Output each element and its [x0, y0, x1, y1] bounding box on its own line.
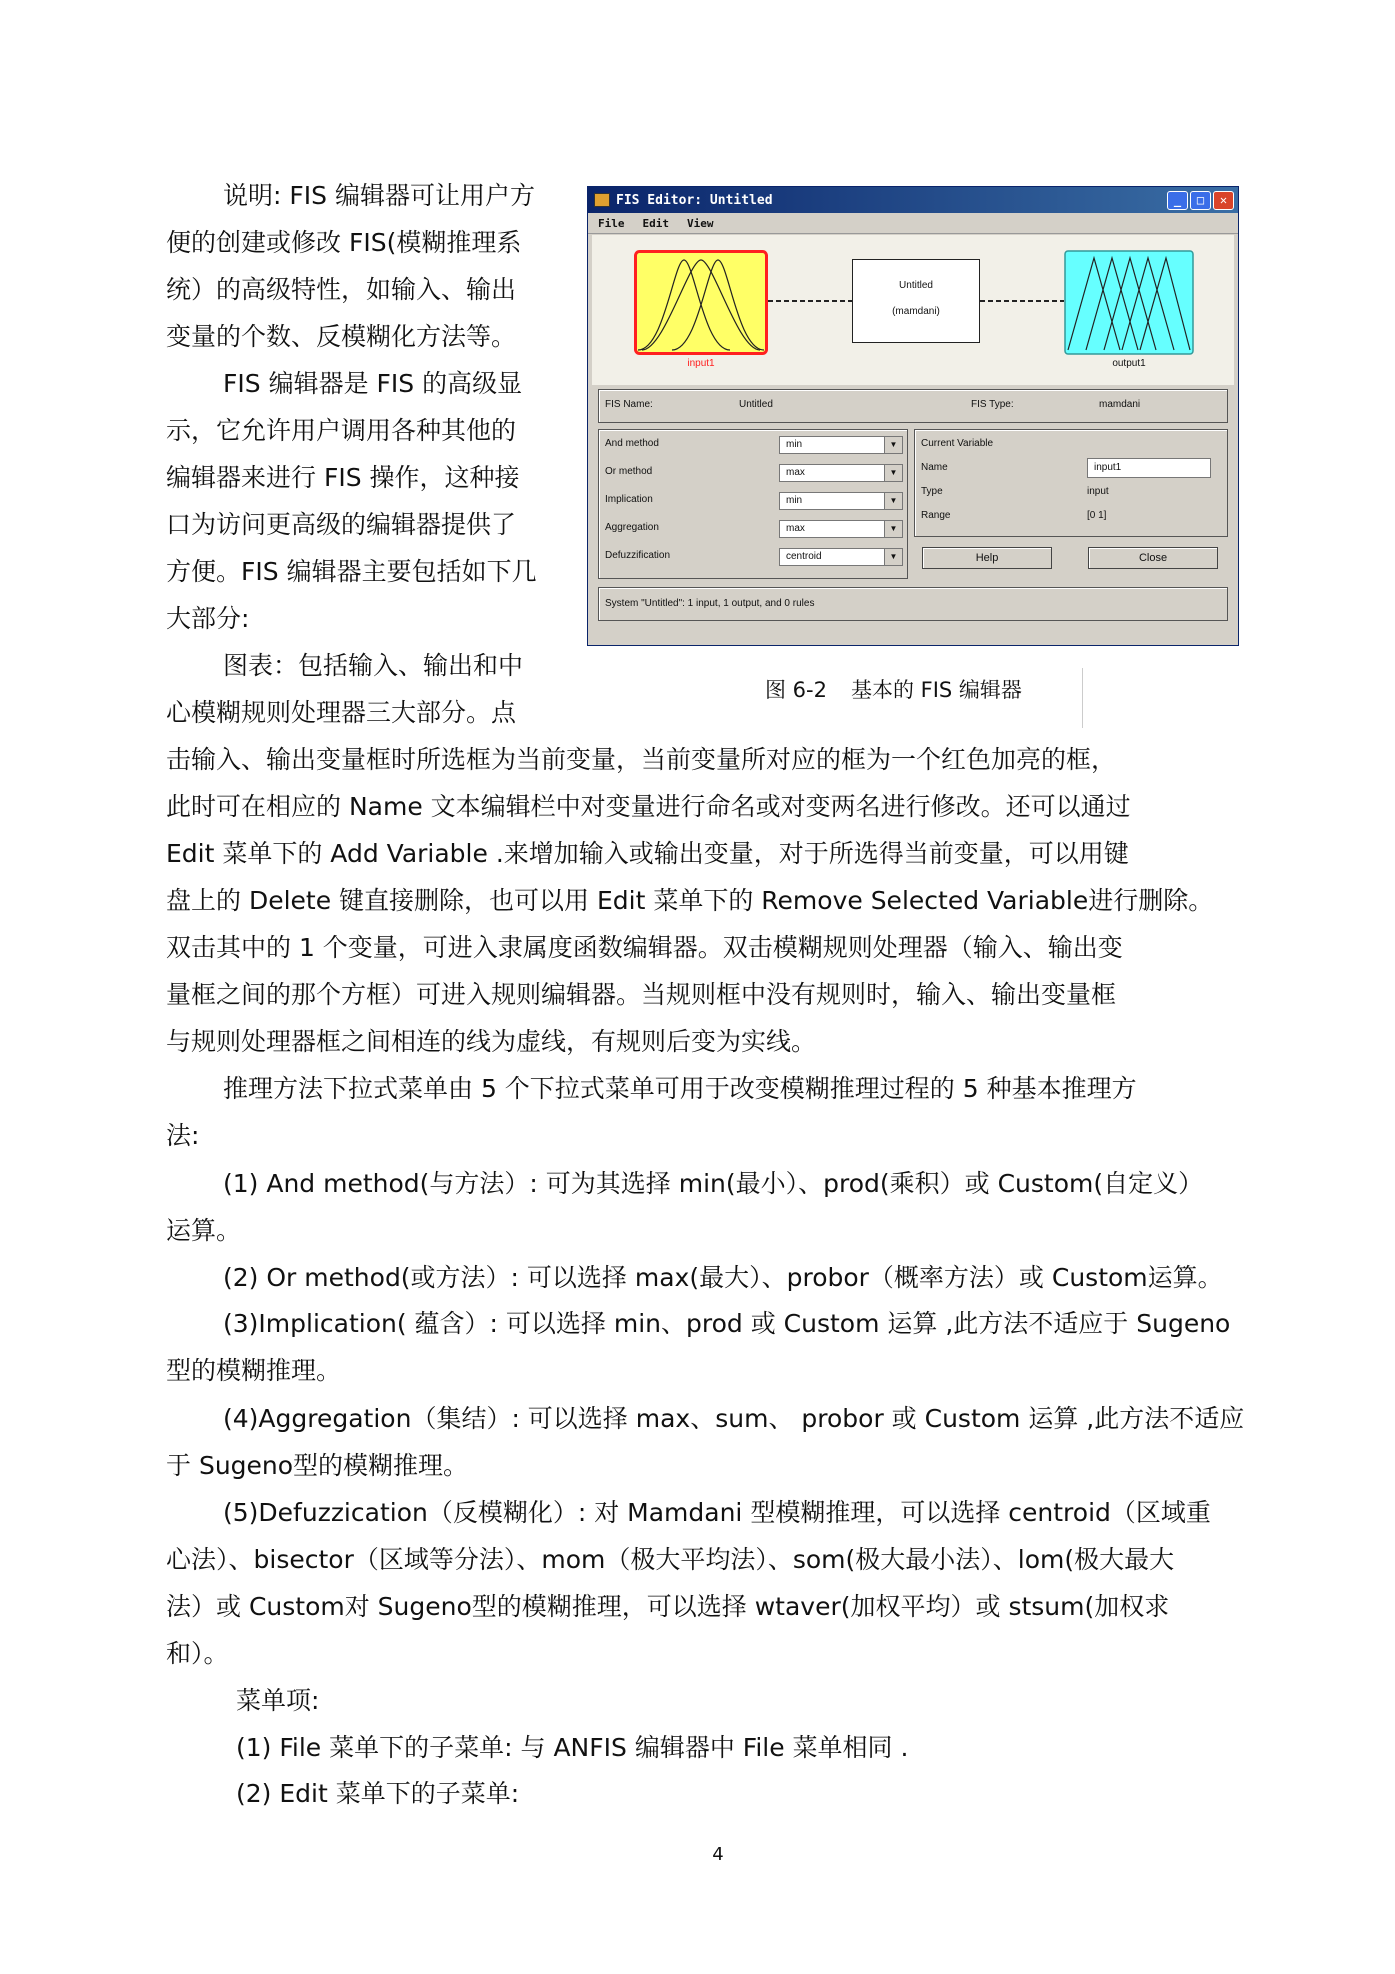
paragraph-line: FIS 编辑器是 FIS 的高级显 — [223, 369, 523, 398]
paragraph-line: 大部分: — [166, 604, 250, 633]
status-bar — [598, 587, 1228, 621]
implication-select[interactable]: min ▼ — [779, 492, 903, 510]
chevron-down-icon: ▼ — [884, 437, 902, 453]
paragraph-line: (4)Aggregation（集结）: 可以选择 max、sum、 probor 或 Custom 运算 ,此方法不适应 — [223, 1404, 1245, 1433]
paragraph-line: 与规则处理器框之间相连的线为虚线，有规则后变为实线。 — [166, 1027, 817, 1056]
paragraph-line: 量框之间的那个方框）可进入规则编辑器。当规则框中没有规则时，输入、输出变量框 — [166, 980, 1117, 1009]
or-method-select[interactable]: max ▼ — [779, 464, 903, 482]
maximize-icon[interactable]: □ — [1190, 191, 1211, 210]
methods-panel — [598, 429, 908, 579]
paragraph-line: 心法）、bisector（区域等分法）、mom（极大平均法）、som(极大最小法）、lom(极大最大 — [166, 1545, 1175, 1574]
and-method-select[interactable]: min ▼ — [779, 436, 903, 454]
paragraph-line: 于 Sugeno型的模糊推理。 — [166, 1451, 469, 1480]
defuzzification-select[interactable]: centroid ▼ — [779, 548, 903, 566]
status-text: System "Untitled": 1 input, 1 output, and 0 rules — [605, 598, 815, 609]
variable-name-input[interactable]: input1 — [1087, 458, 1211, 478]
aggregation-select[interactable]: max ▼ — [779, 520, 903, 538]
range-label: Range — [921, 510, 951, 521]
page-number: 4 — [712, 1844, 724, 1865]
connector-line — [980, 299, 1064, 303]
close-button[interactable]: Close — [1088, 547, 1218, 569]
menu-edit[interactable]: Edit — [642, 216, 669, 230]
figure-number: 图 6-2 — [765, 678, 827, 702]
chevron-down-icon: ▼ — [884, 549, 902, 565]
name-label: Name — [921, 462, 948, 473]
paragraph-line: 法: — [166, 1121, 200, 1150]
current-variable-label: Current Variable — [921, 438, 994, 449]
output-variable-box[interactable] — [1064, 250, 1194, 355]
paragraph-line: 示，它允许用户调用各种其他的 — [166, 416, 517, 445]
fis-type-value: mamdani — [1099, 399, 1141, 410]
paragraph-line: (2) Edit 菜单下的子菜单: — [236, 1779, 520, 1808]
chevron-down-icon: ▼ — [884, 521, 902, 537]
fis-diagram — [592, 235, 1234, 385]
paragraph-line: 口为访问更高级的编辑器提供了 — [166, 510, 517, 539]
type-value: input — [1087, 486, 1109, 497]
paragraph-line: 击输入、输出变量框时所选框为当前变量，当前变量所对应的框为一个红色加亮的框， — [166, 745, 1117, 774]
chevron-down-icon: ▼ — [884, 465, 902, 481]
paragraph-line: 此时可在相应的 Name 文本编辑栏中对变量进行命名或对变两名进行修改。还可以通过 — [166, 792, 1131, 821]
method-label: Defuzzification — [605, 550, 671, 561]
method-label: And method — [605, 438, 659, 449]
paragraph-line: (1) And method(与方法）: 可为其选择 min(最小）、prod(乘积）或 Custom(自定义） — [223, 1169, 1204, 1198]
paragraph-line: 运算。 — [166, 1216, 242, 1245]
paragraph-line: (1) File 菜单下的子菜单: 与 ANFIS 编辑器中 File 菜单相同 . — [236, 1733, 909, 1762]
close-icon[interactable]: ✕ — [1213, 191, 1234, 210]
paragraph-line: 推理方法下拉式菜单由 5 个下拉式菜单可用于改变模糊推理过程的 5 种基本推理方 — [223, 1074, 1137, 1103]
figure-title: 基本的 FIS 编辑器 — [850, 678, 1022, 702]
paragraph-line: 型的模糊推理。 — [166, 1356, 342, 1385]
paragraph-line: (5)Defuzzication（反模糊化）: 对 Mamdani 型模糊推理，可以选择 centroid（区域重 — [223, 1498, 1211, 1527]
paragraph-line: 编辑器来进行 FIS 操作，这种接 — [166, 463, 520, 492]
window-title: FIS Editor: Untitled — [616, 192, 773, 208]
paragraph-line: 双击其中的 1 个变量，可进入隶属度函数编辑器。双击模糊规则处理器（输入、输出变 — [166, 933, 1123, 962]
rule-box-type: (mamdani) — [892, 306, 940, 317]
figure-caption — [765, 674, 1022, 704]
method-label: Or method — [605, 466, 653, 477]
input-variable-box[interactable] — [634, 250, 768, 355]
menu-file[interactable]: File — [598, 216, 625, 230]
paragraph-line: 盘上的 Delete 键直接删除，也可以用 Edit 菜单下的 Remove Selected Variable进行删除。 — [166, 886, 1214, 915]
paragraph-line: 和）。 — [166, 1639, 229, 1668]
method-label: Implication — [605, 494, 653, 505]
divider — [1082, 668, 1083, 728]
paragraph-line: 便的创建或修改 FIS(模糊推理系 — [166, 228, 522, 257]
fis-name-label: FIS Name: — [605, 399, 653, 410]
paragraph-line: 统）的高级特性，如输入、输出 — [166, 275, 517, 304]
rule-processor-box[interactable] — [852, 259, 980, 343]
fis-name-value: Untitled — [739, 399, 773, 410]
minimize-icon[interactable]: _ — [1167, 191, 1188, 210]
menu-view[interactable]: View — [687, 216, 714, 230]
title-bar — [588, 187, 1238, 213]
help-button[interactable]: Help — [922, 547, 1052, 569]
range-value: [0 1] — [1087, 510, 1107, 521]
paragraph-line: 说明: FIS 编辑器可让用户方 — [223, 181, 535, 210]
paragraph-line: 法）或 Custom对 Sugeno型的模糊推理，可以选择 wtaver(加权平均）或 stsum(加权求 — [166, 1592, 1170, 1621]
paragraph-line: Edit 菜单下的 Add Variable .来增加输入或输出变量，对于所选得当前变量，可以用键 — [166, 839, 1129, 868]
method-label: Aggregation — [605, 522, 659, 533]
paragraph-line: 菜单项: — [236, 1686, 320, 1715]
matlab-app-icon — [594, 193, 610, 207]
input-label: input1 — [687, 358, 715, 369]
chevron-down-icon: ▼ — [884, 493, 902, 509]
paragraph-line: 心模糊规则处理器三大部分。点 — [166, 698, 517, 727]
fis-editor-window — [587, 186, 1239, 646]
current-variable-panel — [914, 429, 1228, 537]
output-label: output1 — [1112, 358, 1146, 369]
paragraph-line: 图表：包括输入、输出和中 — [223, 651, 524, 680]
paragraph-line: (3)Implication( 蕴含）: 可以选择 min、prod 或 Custom 运算 ,此方法不适应于 Sugeno — [223, 1309, 1231, 1338]
type-label: Type — [921, 486, 943, 497]
fis-type-label: FIS Type: — [971, 399, 1014, 410]
rule-box-title: Untitled — [899, 280, 933, 291]
paragraph-line: (2) Or method(或方法）: 可以选择 max(最大）、probor（概率方法）或 Custom运算。 — [223, 1263, 1223, 1292]
fis-info-panel — [598, 389, 1228, 423]
paragraph-line: 方便。FIS 编辑器主要包括如下几 — [166, 557, 537, 586]
paragraph-line: 变量的个数、反模糊化方法等。 — [166, 322, 517, 351]
menu-bar — [588, 213, 1238, 234]
connector-line — [768, 299, 852, 303]
